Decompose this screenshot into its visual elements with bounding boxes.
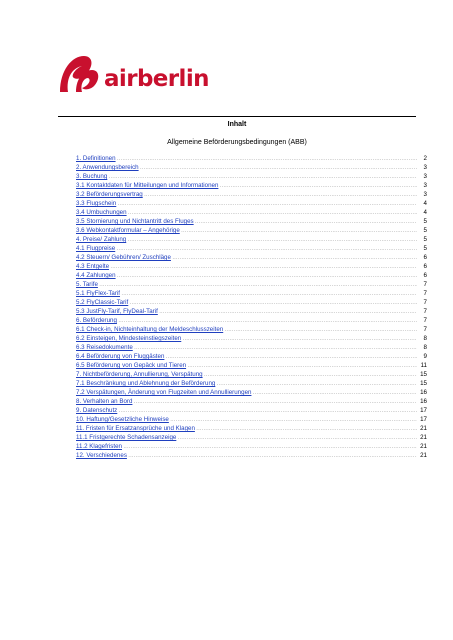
toc-entry[interactable]	[76, 316, 427, 325]
toc-dot-leader	[170, 417, 417, 426]
toc-entry-link[interactable]: 4.2 Steuern/ Gebühren/ Zuschläge	[76, 254, 171, 261]
toc-entry-link[interactable]: 12. Verschiedenes	[76, 452, 127, 459]
toc-entry[interactable]	[76, 280, 427, 289]
toc-entry-link[interactable]: 4.1 Flugpreise	[76, 245, 116, 252]
toc-entry[interactable]	[76, 154, 427, 163]
toc-entry-link[interactable]: 2. Anwendungsbereich	[76, 164, 139, 171]
toc-page-number: 21	[420, 434, 427, 441]
toc-entry-link[interactable]: 11.2 Klagefristen	[76, 443, 122, 450]
toc-page-number: 15	[420, 371, 427, 378]
toc-entry[interactable]	[76, 253, 427, 262]
toc-entry[interactable]	[76, 235, 427, 244]
toc-entry[interactable]	[76, 307, 427, 316]
toc-page-number: 11	[420, 362, 427, 369]
toc-entry-link[interactable]: 11.1 Fristgerechte Schadensanzeige	[76, 434, 177, 441]
toc-page-number: 7	[423, 281, 427, 288]
toc-entry[interactable]	[76, 244, 427, 253]
toc-page-number: 8	[423, 335, 427, 342]
toc-dot-leader	[196, 426, 417, 435]
toc-dot-leader	[195, 219, 417, 228]
toc-entry-link[interactable]: 5.2 FlyClassic-Tarif	[76, 299, 129, 306]
toc-entry-link[interactable]: 11. Fristen für Ersatzansprüche und Klagen	[76, 425, 195, 432]
toc-page-number: 15	[420, 380, 427, 387]
toc-entry[interactable]	[76, 433, 427, 442]
toc-entry-link[interactable]: 5.3 JustFly-Tarif, FlyDeal-Tarif	[76, 308, 158, 315]
toc-page-number: 16	[420, 398, 427, 405]
toc-page-number: 5	[423, 218, 427, 225]
toc-entry[interactable]	[76, 190, 427, 199]
toc-page-number: 8	[423, 344, 427, 351]
toc-entry[interactable]	[76, 451, 427, 460]
toc-entry-link[interactable]: 3.3 Flugschein	[76, 200, 117, 207]
toc-dot-leader	[134, 345, 417, 354]
airberlin-wordmark: airberlin	[104, 66, 209, 92]
document-subtitle: Allgemeine Beförderungsbedingungen (ABB)	[167, 139, 307, 146]
toc-page-number: 6	[423, 254, 427, 261]
toc-dot-leader	[144, 192, 417, 201]
toc-dot-leader	[99, 282, 417, 291]
toc-entry-link[interactable]: 3.1 Kontaktdaten für Mitteilungen und Informationen	[76, 182, 219, 189]
toc-page-number: 17	[420, 416, 427, 423]
toc-page-number: 3	[423, 173, 427, 180]
toc-page-number: 7	[423, 317, 427, 324]
toc-page-number: 7	[423, 290, 427, 297]
toc-entry-link[interactable]: 3. Buchung	[76, 173, 108, 180]
toc-entry-link[interactable]: 6.1 Check-in, Nichteinhaltung der Meldeschlusszeiten	[76, 326, 224, 333]
toc-page-number: 21	[420, 425, 427, 432]
toc-page-number: 7	[423, 326, 427, 333]
toc-dot-leader	[117, 156, 417, 165]
toc-entry-link[interactable]: 4.3 Entgelte	[76, 263, 110, 270]
toc-entry-link[interactable]: 6.5 Beförderung von Gepäck und Tieren	[76, 362, 187, 369]
toc-entry[interactable]	[76, 226, 427, 235]
toc-entry[interactable]	[76, 334, 427, 343]
toc-page-number: 3	[423, 182, 427, 189]
toc-page-number: 16	[420, 389, 427, 396]
toc-entry[interactable]	[76, 406, 427, 415]
toc-dot-leader	[224, 327, 417, 336]
toc-entry[interactable]	[76, 442, 427, 451]
toc-entry-link[interactable]: 7.2 Verspätungen, Änderung von Flugzeiten und Annullierungen	[76, 389, 252, 396]
toc-page-number: 21	[420, 452, 427, 459]
header-divider	[58, 116, 416, 117]
toc-entry-link[interactable]: 5.1 FlyFlex-Tarif	[76, 290, 121, 297]
toc-entry[interactable]	[76, 172, 427, 181]
toc-entry[interactable]	[76, 217, 427, 226]
toc-entry[interactable]	[76, 199, 427, 208]
toc-dot-leader	[159, 309, 417, 318]
toc-entry[interactable]	[76, 298, 427, 307]
toc-dot-leader	[133, 399, 417, 408]
toc-dot-leader	[121, 291, 417, 300]
toc-entry-link[interactable]: 3.5 Stornierung und Nichtantritt des Fluges	[76, 218, 194, 225]
toc-entry[interactable]	[76, 397, 427, 406]
toc-entry-link[interactable]: 6.3 Reisedokumente	[76, 344, 133, 351]
toc-entry-link[interactable]: 4. Preise/ Zahlung	[76, 236, 127, 243]
toc-entry[interactable]	[76, 181, 427, 190]
table-of-contents	[76, 154, 427, 460]
toc-page-number: 4	[423, 200, 427, 207]
toc-page-number: 21	[420, 443, 427, 450]
toc-dot-leader	[123, 444, 417, 453]
toc-page-number: 17	[420, 407, 427, 414]
toc-entry[interactable]	[76, 352, 427, 361]
toc-entry-link[interactable]: 6.4 Beförderung von Fluggästen	[76, 353, 165, 360]
toc-entry-link[interactable]: 3.4 Umbuchungen	[76, 209, 127, 216]
toc-dot-leader	[182, 336, 417, 345]
toc-dot-leader	[117, 273, 417, 282]
toc-entry-link[interactable]: 4.4 Zahlungen	[76, 272, 116, 279]
toc-dot-leader	[129, 300, 417, 309]
toc-entry[interactable]	[76, 208, 427, 217]
toc-dot-leader	[165, 354, 417, 363]
toc-dot-leader	[117, 201, 417, 210]
toc-entry[interactable]	[76, 415, 427, 424]
page-title: Inhalt	[227, 121, 247, 128]
toc-page-number: 3	[423, 164, 427, 171]
toc-dot-leader	[172, 255, 417, 264]
toc-entry[interactable]	[76, 388, 427, 397]
toc-entry-link[interactable]: 6. Beförderung	[76, 317, 117, 324]
toc-entry-link[interactable]: 7. Nichtbeförderung, Annullierung, Verspätung	[76, 371, 203, 378]
toc-entry-link[interactable]: 1. Definitionen	[76, 155, 116, 162]
toc-entry[interactable]	[76, 163, 427, 172]
toc-page-number: 6	[423, 263, 427, 270]
toc-page-number: 3	[423, 191, 427, 198]
toc-entry-link[interactable]: 5. Tarife	[76, 281, 98, 288]
toc-dot-leader	[140, 165, 417, 174]
toc-entry[interactable]	[76, 379, 427, 388]
toc-entry-link[interactable]: 9. Datenschutz	[76, 407, 118, 414]
toc-dot-leader	[177, 435, 417, 444]
toc-dot-leader	[204, 372, 417, 381]
toc-entry-link[interactable]: 10. Haftung/Gesetzliche Hinweise	[76, 416, 169, 423]
toc-entry-link[interactable]: 6.2 Einsteigen, Mindesteinstiegszeiten	[76, 335, 182, 342]
toc-page-number: 5	[423, 236, 427, 243]
toc-page-number: 9	[423, 353, 427, 360]
toc-entry[interactable]	[76, 289, 427, 298]
toc-entry[interactable]	[76, 424, 427, 433]
toc-page-number: 5	[423, 227, 427, 234]
toc-dot-leader	[252, 390, 417, 399]
toc-page-number: 5	[423, 245, 427, 252]
airberlin-logo	[58, 52, 209, 104]
toc-entry[interactable]	[76, 343, 427, 352]
toc-entry-link[interactable]: 8. Verhalten an Bord	[76, 398, 133, 405]
toc-entry-link[interactable]: 7.1 Beschränkung und Ablehnung der Beförderung	[76, 380, 216, 387]
toc-page-number: 7	[423, 308, 427, 315]
toc-page-number: 4	[423, 209, 427, 216]
toc-dot-leader	[187, 363, 417, 372]
toc-entry-link[interactable]: 3.2 Beförderungsvertrag	[76, 191, 143, 198]
toc-page-number: 7	[423, 299, 427, 306]
toc-entry[interactable]	[76, 370, 427, 379]
toc-entry[interactable]	[76, 271, 427, 280]
toc-dot-leader	[127, 237, 417, 246]
toc-page-number: 6	[423, 272, 427, 279]
toc-entry-link[interactable]: 3.6 Webkontaktformular – Angehörige	[76, 227, 180, 234]
toc-dot-leader	[181, 228, 417, 237]
toc-dot-leader	[219, 183, 417, 192]
toc-entry[interactable]	[76, 325, 427, 334]
toc-entry[interactable]	[76, 262, 427, 271]
toc-dot-leader	[110, 264, 417, 273]
toc-entry[interactable]	[76, 361, 427, 370]
airberlin-logo-mark-icon	[58, 52, 102, 104]
toc-dot-leader	[128, 453, 417, 462]
toc-page-number: 2	[423, 155, 427, 162]
